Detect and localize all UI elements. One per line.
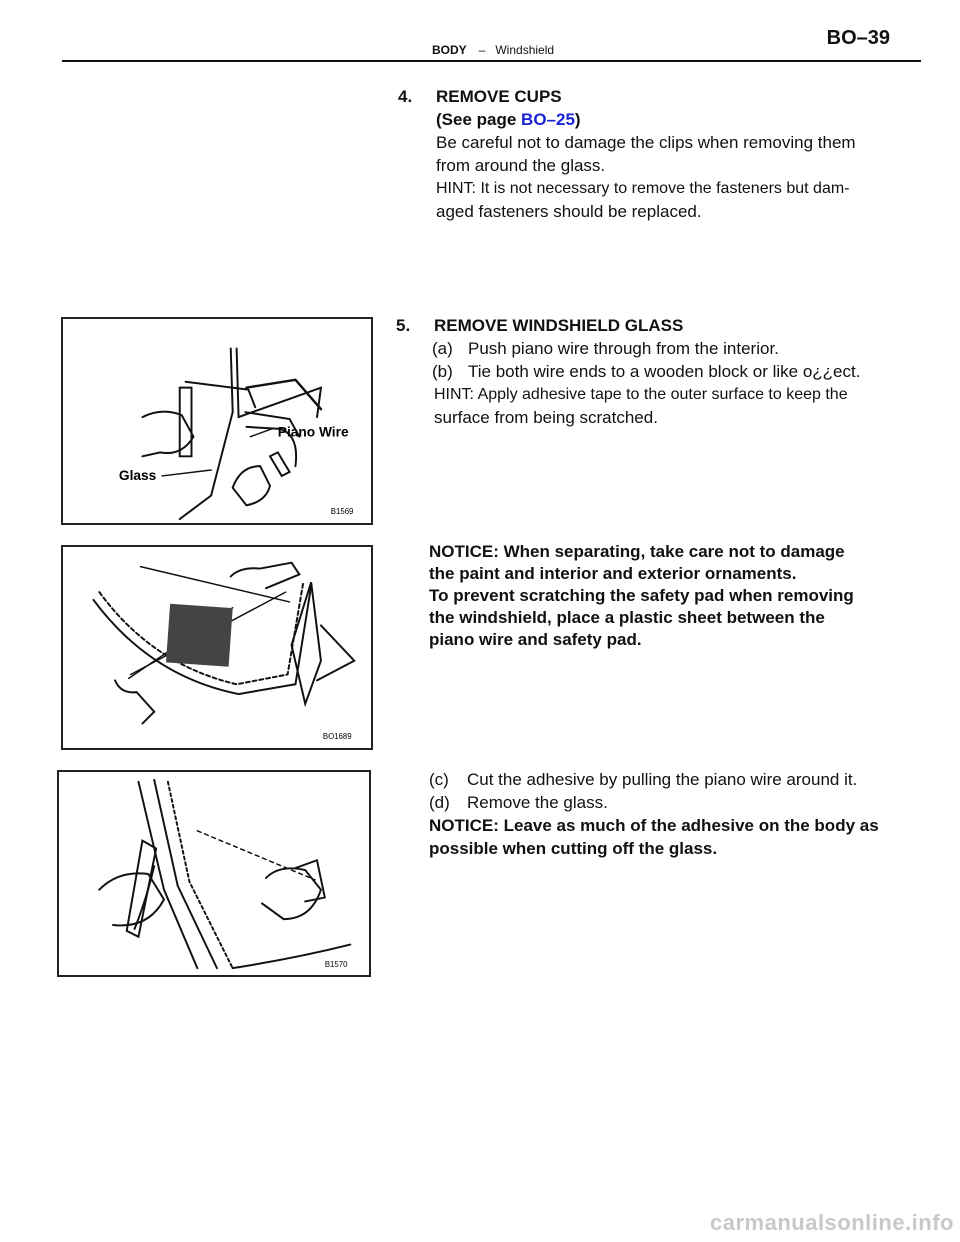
step-4-text-1: Be careful not to damage the clips when removing them — [436, 133, 856, 152]
step-4-block — [398, 85, 888, 223]
notice-2-line-1: NOTICE: Leave as much of the adhesive on the body as — [429, 816, 879, 835]
label-piano-wire: Piano Wire — [277, 424, 349, 440]
header-topic: Windshield — [495, 43, 555, 57]
see-page-link[interactable]: BO–25 — [521, 110, 575, 129]
see-page-prefix: (See page — [436, 110, 522, 129]
header-section-name: BODY — [432, 43, 467, 57]
step-5a-label: (a) — [432, 339, 453, 358]
header-rule — [62, 60, 921, 62]
step-4-number: 4. — [398, 87, 413, 106]
step-4-hint-1: HINT: It is not necessary to remove the fasteners but dam- — [436, 180, 850, 197]
step-5a-text: Push piano wire through from the interior. — [468, 339, 779, 358]
step-5-number: 5. — [396, 316, 411, 335]
label-glass: Glass — [118, 467, 157, 483]
page-number: BO–39 — [826, 27, 890, 49]
figure-1-code: B1569 — [330, 507, 354, 517]
header-separator: – — [478, 43, 486, 57]
notice-1-line-5: piano wire and safety pad. — [429, 630, 642, 649]
step-5d-text: Remove the glass. — [467, 793, 608, 812]
figure-piano-wire — [61, 317, 373, 525]
notice-1-line-1: NOTICE: When separating, take care not to damage — [429, 542, 845, 561]
figure-2-code: BO1689 — [322, 732, 352, 742]
step-5-hint-2: surface from being scratched. — [434, 408, 658, 427]
figure-1-illustration — [63, 319, 371, 523]
step-5c-label: (c) — [429, 770, 449, 789]
step-5b-text: Tie both wire ends to a wooden block or like o¿¿ect. — [468, 362, 861, 381]
plastic-sheet — [166, 604, 233, 667]
figure-cutting-adhesive — [57, 770, 371, 977]
figure-3-illustration — [59, 772, 369, 975]
notice-1-line-4: the windshield, place a plastic sheet between the — [429, 608, 825, 627]
step-5c-text: Cut the adhesive by pulling the piano wire around it. — [467, 770, 858, 789]
notice-1-line-2: the paint and interior and exterior ornaments. — [429, 564, 797, 583]
see-page-suffix: ) — [574, 110, 581, 129]
page-header-section — [432, 43, 554, 57]
notice-2-line-2: possible when cutting off the glass. — [429, 839, 718, 858]
figure-3-code: B1570 — [324, 960, 348, 970]
step-5b-label: (b) — [432, 362, 453, 381]
notice-1-line-3: To prevent scratching the safety pad when removing — [429, 586, 854, 605]
step-5-block — [396, 314, 891, 429]
step-4-title: REMOVE CUPS — [436, 87, 562, 106]
figure-safety-pad — [61, 545, 373, 750]
step-4-text-2: from around the glass. — [436, 156, 606, 175]
step-4-hint-2: aged fasteners should be replaced. — [436, 202, 702, 221]
step-5d-label: (d) — [429, 793, 450, 812]
step-5-hint-1: HINT: Apply adhesive tape to the outer surface to keep the — [434, 386, 848, 403]
step-5-title: REMOVE WINDSHIELD GLASS — [434, 316, 684, 335]
notice-separating — [429, 541, 899, 651]
figure-2-illustration — [63, 547, 371, 748]
step-5cd-block — [429, 768, 899, 860]
watermark: carmanualsonline.info — [710, 1210, 954, 1235]
